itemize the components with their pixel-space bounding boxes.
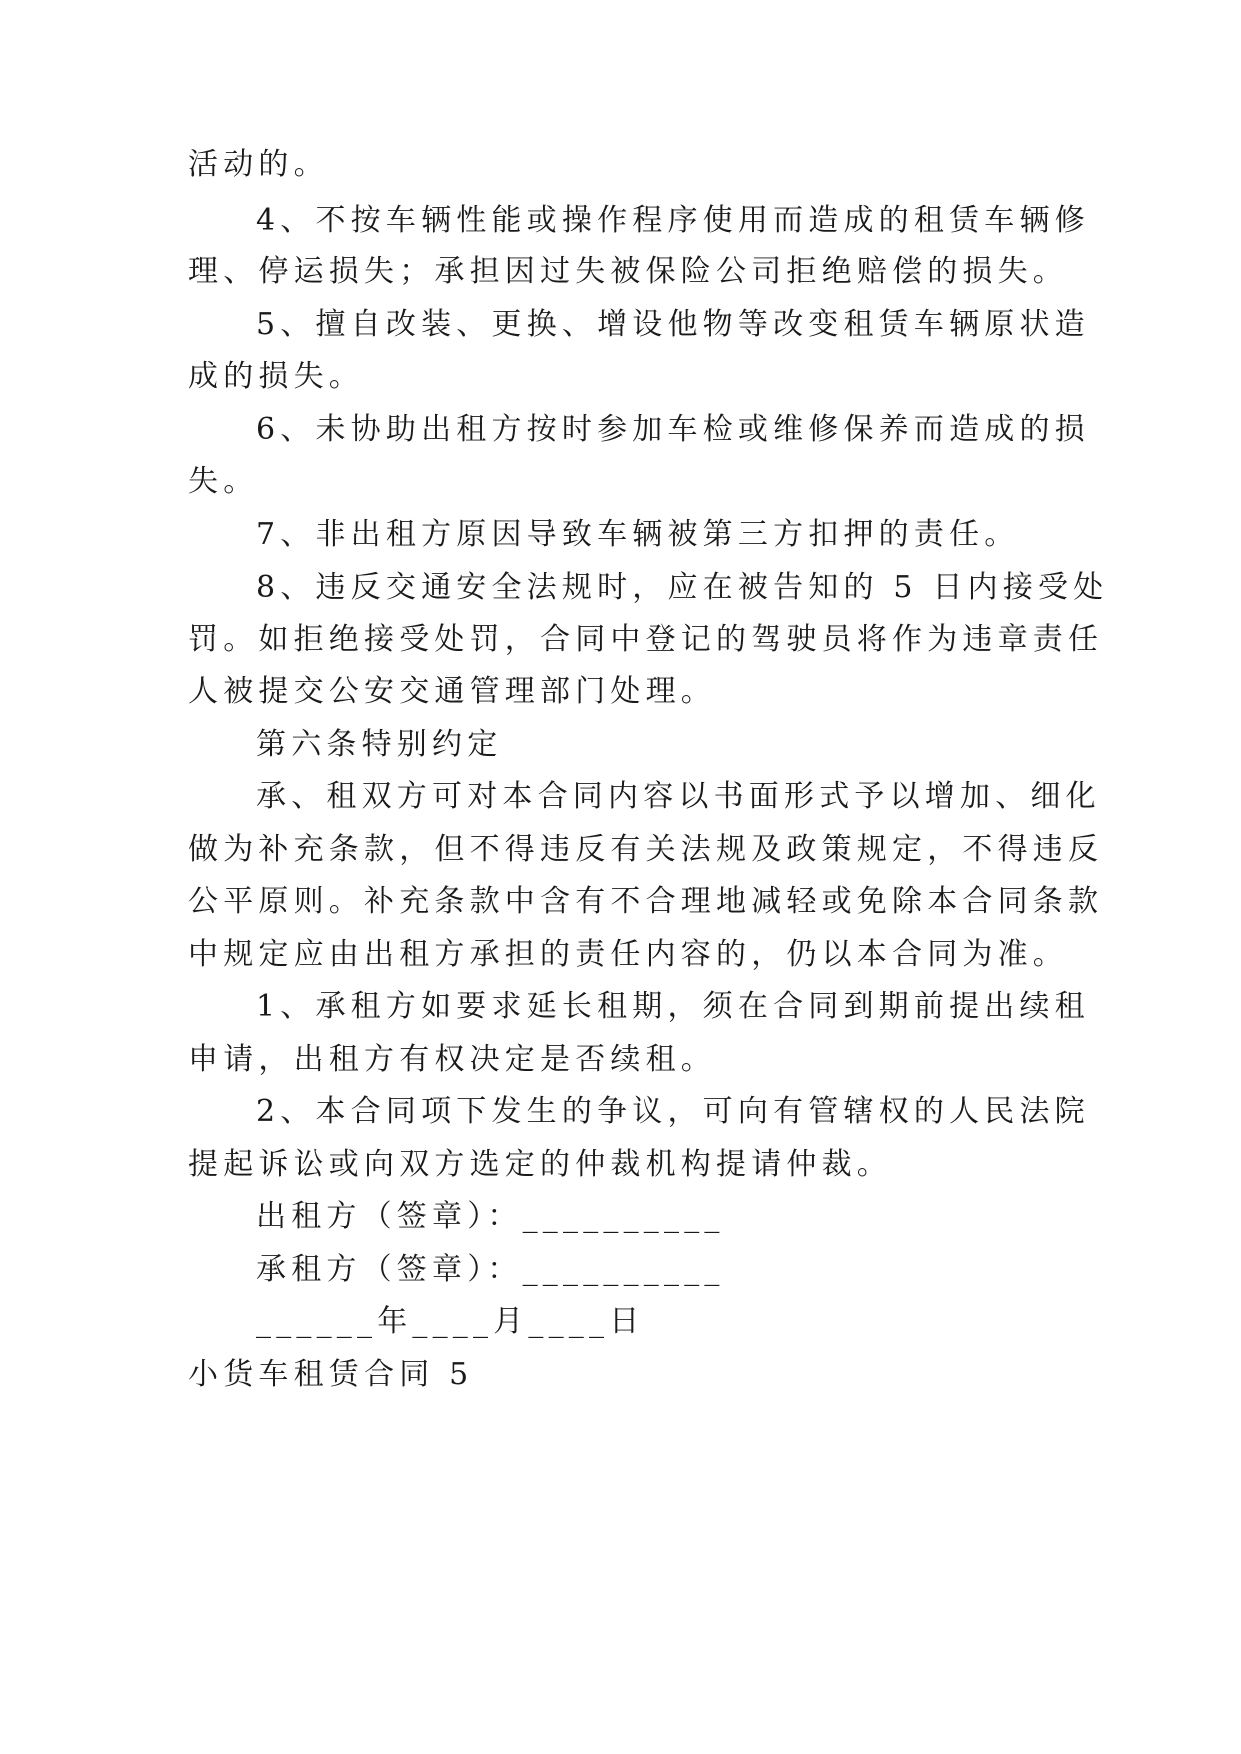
text-line: 人被提交公安交通管理部门处理。 [188,674,716,709]
section-heading: 第六条特别约定 [256,727,503,762]
document-title: 小货车租赁合同 5 [188,1357,474,1392]
text-line: 做为补充条款，但不得违反有关法规及政策规定，不得违反 [188,832,1104,867]
text-line: 7、非出租方原因导致车辆被第三方扣押的责任。 [256,517,1020,552]
text-line: 8、违反交通安全法规时，应在被告知的 5 日内接受处 [256,570,1109,605]
date-line: ______年____月____日 [256,1304,645,1339]
text-line: 成的损失。 [188,359,364,394]
text-line: 失。 [188,464,259,499]
text-line: 4、不按车辆性能或操作程序使用而造成的租赁车辆修 [256,203,1090,238]
text-line: 罚。如拒绝接受处罚，合同中登记的驾驶员将作为违章责任 [188,622,1104,657]
text-line: 中规定应由出租方承担的责任内容的，仍以本合同为准。 [188,937,1068,972]
text-line: 承、租双方可对本合同内容以书面形式予以增加、细化 [256,779,1101,814]
text-line: 公平原则。补充条款中含有不合理地减轻或免除本合同条款 [188,884,1104,919]
text-line: 提起诉讼或向双方选定的仲裁机构提请仲裁。 [188,1147,892,1182]
text-line: 6、未协助出租方按时参加车检或维修保养而造成的损 [256,412,1090,447]
text-line: 申请，出租方有权决定是否续租。 [188,1042,716,1077]
lessee-signature-line: 承租方（签章）：__________ [256,1252,725,1287]
text-line: 5、擅自改装、更换、增设他物等改变租赁车辆原状造 [256,307,1090,342]
text-line: 2、本合同项下发生的争议，可向有管辖权的人民法院 [256,1094,1090,1129]
text-line: 1、承租方如要求延长租期，须在合同到期前提出续租 [256,989,1090,1024]
text-line: 理、停运损失；承担因过失被保险公司拒绝赔偿的损失。 [188,254,1068,289]
lessor-signature-line: 出租方（签章）：__________ [256,1199,725,1234]
text-line: 活动的。 [188,147,329,182]
